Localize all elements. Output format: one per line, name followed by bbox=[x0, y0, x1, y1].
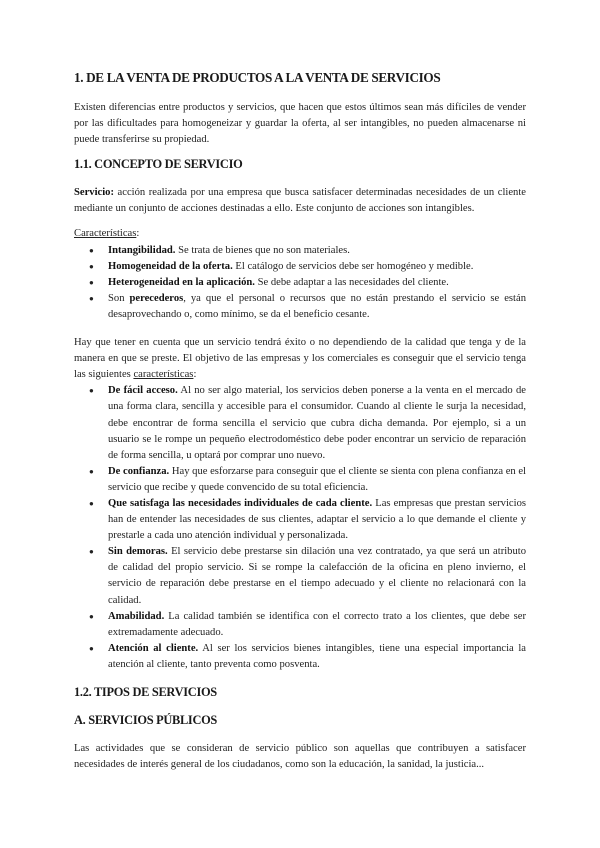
list-item: ● Atención al cliente. Al ser los servicios bienes intangibles, tiene una especial importancia la atención al cliente, tanto preventa como posventa. bbox=[108, 641, 526, 673]
section-1-title: 1. DE LA VENTA DE PRODUCTOS A LA VENTA DE SERVICIOS bbox=[74, 70, 441, 85]
document-page bbox=[74, 70, 526, 782]
success-paragraph: Hay que tener en cuenta que un servicio tendrá éxito o no dependiendo de la calidad que tenga y de la manera en que se preste. El objetivo de las empresas y los comerciales es conseguir que el servicio tenga las siguientes características: bbox=[74, 337, 526, 381]
list-item: ● Heterogeneidad en la aplicación. Se debe adaptar a las necesidades del cliente. bbox=[108, 275, 526, 291]
section-1-1-title: 1.1. CONCEPTO DE SERVICIO bbox=[74, 157, 243, 172]
list-item: ● Homogeneidad de la oferta. El catálogo de servicios debe ser homogéneo y medible. bbox=[108, 259, 526, 275]
definition-text: acción realizada por una empresa que busca satisfacer determinadas necesidades de un cliente mediante un conjunto de acciones destinadas a ello. Este conjunto de acciones son intangibles. bbox=[74, 187, 526, 215]
list-item: ● Que satisfaga las necesidades individuales de cada cliente. Las empresas que prestan servicios han de entender las necesidades de sus clientes, adaptar el servicio a lo que demande el cliente y prestarle a cada uno atención individual y personalizada. bbox=[108, 496, 526, 544]
list-item: ● Amabilidad. La calidad también se identifica con el correcto trato a los clientes, que debe ser extremadamente adecuado. bbox=[108, 609, 526, 641]
section-1-2-title: 1.2. TIPOS DE SERVICIOS bbox=[74, 685, 217, 699]
list-item: ● De fácil acceso. Al no ser algo material, los servicios deben ponerse a la venta en el mercado de una forma clara, sencilla y accesible para el consumidor. Cuando al cliente le surja la necesidad, debe encontrar de forma sencilla el servicio que cubra dicha demanda. Por ejemplo, si a un usuario se le rompe un pequeño electrodoméstico debe poder encontrar un servicio de reparación de forma sencilla, u optará por comprar uno nuevo. bbox=[108, 383, 526, 463]
list-item: ● Intangibilidad. Se trata de bienes que no son materiales. bbox=[108, 243, 526, 259]
list-item: ● Sin demoras. El servicio debe prestarse sin dilación una vez contratado, ya que será un atributo de calidad del propio servicio. Si se rompe la calefacción de la oficina en pleno invierno, el servicio de reparación debe prestarse en el tiempo adecuado y el cliente no relacionará con la calidad. bbox=[108, 544, 526, 608]
characteristics-label: Características: bbox=[74, 228, 140, 240]
list-item: ● De confianza. Hay que esforzarse para conseguir que el cliente se sienta con plena confianza en el servicio que recibe y quede convencido de su total eficiencia. bbox=[108, 464, 526, 496]
characteristics-list bbox=[74, 243, 526, 323]
section-1-intro: Existen diferencias entre productos y servicios, que hacen que estos últimos sean más difíciles de vender por las dificultades para homogeneizar y guardar la oferta, al ser intangibles, no pueden almacenarse ni puede transferirse su propiedad. bbox=[74, 102, 526, 146]
definition-term: Servicio: bbox=[74, 187, 115, 199]
public-services-text: Las actividades que se consideran de servicio público son aquellas que contribuyen a satisfacer necesidades de interés general de los ciudadanos, como son la educación, la sanidad, la justicia... bbox=[74, 743, 526, 771]
service-definition bbox=[74, 185, 526, 217]
public-services-subtitle: A. SERVICIOS PÚBLICOS bbox=[74, 713, 218, 727]
service-features-list bbox=[74, 383, 526, 673]
list-item: ● Son perecederos, ya que el personal o recursos que no están prestando el servicio se están desaprovechando o, como mínimo, se da el beneficio cesante. bbox=[108, 291, 526, 323]
